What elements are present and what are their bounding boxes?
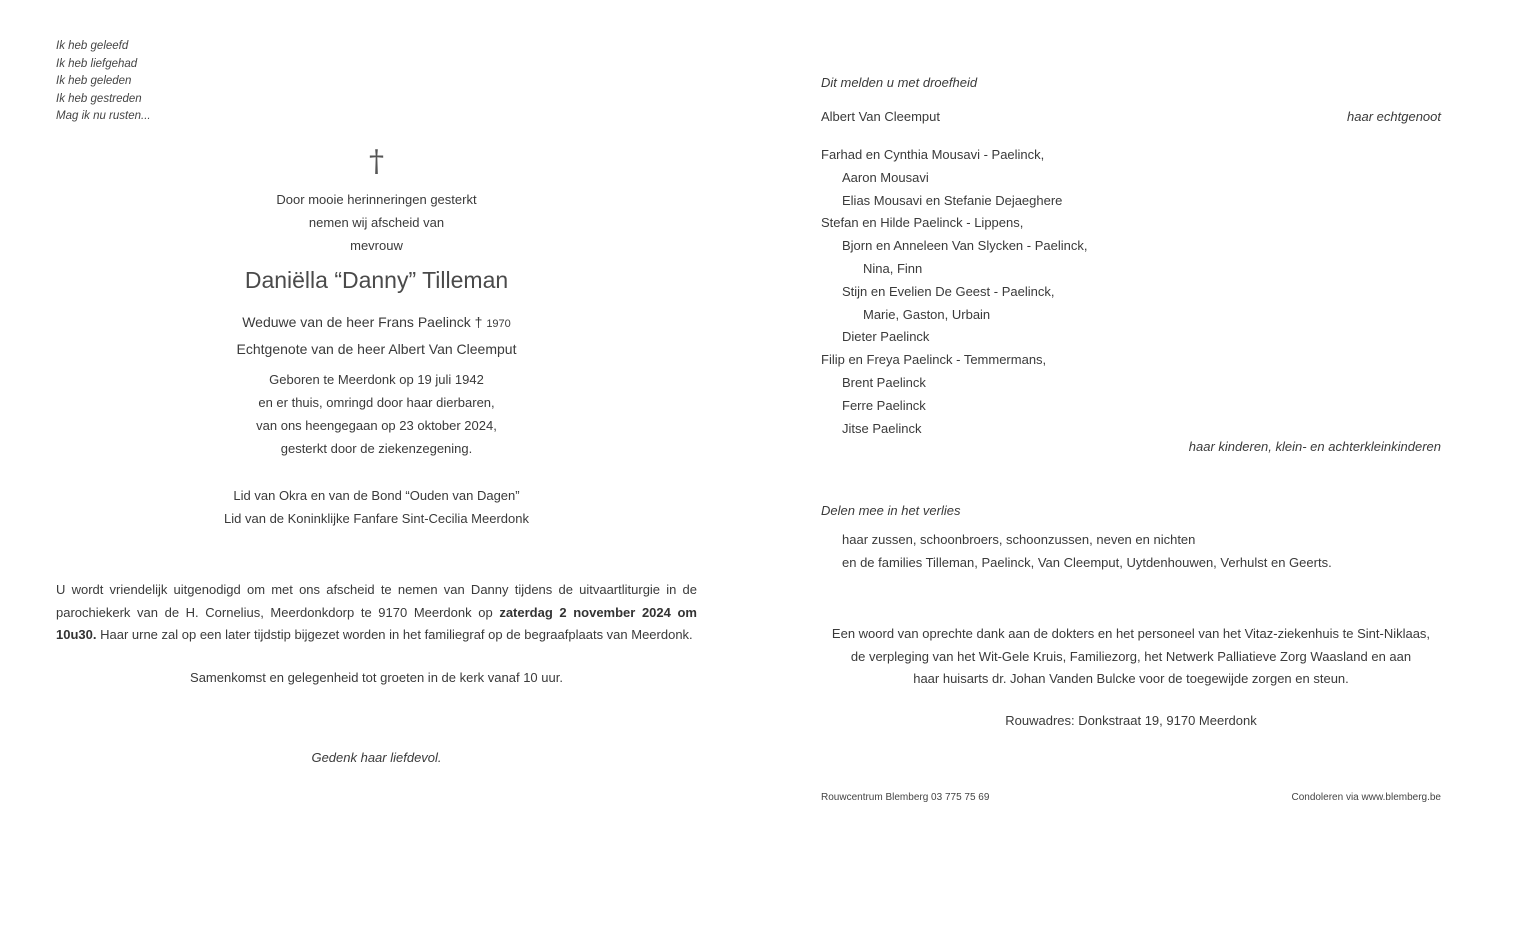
family-line: Jitse Paelinck bbox=[842, 420, 922, 436]
intro-line: nemen wij afscheid van bbox=[308, 215, 445, 230]
invitation-text-2: Haar urne zal op een later tijdstip bijgezet worden in het familiegraf op de begraafplaats van Meerdonk. bbox=[96, 627, 693, 642]
family-line: Aaron Mousavi bbox=[842, 169, 929, 185]
husband-name: Albert Van Cleemput bbox=[821, 109, 940, 124]
intro-text bbox=[56, 188, 697, 257]
thanks-line: Een woord van oprechte dank aan de dokters en het personeel van het Vitaz-ziekenhuis te Sint-Niklaas, bbox=[831, 626, 1431, 641]
family-line: Filip en Freya Paelinck - Temmermans, bbox=[821, 352, 1047, 368]
memberships bbox=[56, 484, 697, 530]
family-line: Brent Paelinck bbox=[842, 374, 926, 390]
family-line: Ferre Paelinck bbox=[842, 397, 926, 413]
share-heading: Delen mee in het verlies bbox=[821, 503, 961, 518]
spouse-line: Echtgenote van de heer Albert Van Cleemput bbox=[236, 341, 517, 357]
family-line: Elias Mousavi en Stefanie Dejaeghere bbox=[842, 192, 1063, 208]
life-details bbox=[56, 368, 697, 460]
family-line: Farhad en Cynthia Mousavi - Paelinck, bbox=[821, 147, 1045, 162]
family-line: Marie, Gaston, Urbain bbox=[863, 306, 991, 322]
family-line: Dieter Paelinck bbox=[842, 329, 930, 345]
poem-line: Ik heb geleden bbox=[56, 75, 132, 88]
thanks-line: haar huisarts dr. Johan Vanden Bulcke voor de toegewijde zorgen en steun. bbox=[913, 671, 1349, 686]
husband-role: haar echtgenoot bbox=[1347, 109, 1441, 124]
share-line: haar zussen, schoonbroers, schoonzussen, neven en nichten bbox=[842, 532, 1196, 547]
poem-line: Ik heb geleefd bbox=[56, 40, 129, 52]
share-list bbox=[821, 529, 1332, 575]
mourning-address: Rouwadres: Donkstraat 19, 9170 Meerdonk bbox=[1005, 713, 1257, 728]
life-line: Geboren te Meerdonk op 19 juli 1942 bbox=[269, 372, 484, 387]
relations bbox=[56, 310, 697, 362]
widow-text: Weduwe van de heer Frans Paelinck † bbox=[242, 314, 483, 330]
life-line: en er thuis, omringd door haar dierbaren, bbox=[258, 395, 495, 410]
family-line: Stefan en Hilde Paelinck - Lippens, bbox=[821, 215, 1024, 231]
family-role: haar kinderen, klein- en achterkleinkinderen bbox=[1188, 439, 1441, 454]
intro-line: mevrouw bbox=[350, 238, 403, 253]
deceased-name: Daniëlla “Danny” Tilleman bbox=[244, 267, 509, 293]
widow-year: 1970 bbox=[486, 318, 511, 330]
poem-line: Mag ik nu rusten... bbox=[56, 110, 151, 123]
family-line: Bjorn en Anneleen Van Slycken - Paelinck, bbox=[842, 238, 1088, 254]
cross-icon: † bbox=[369, 144, 384, 179]
poem-line: Ik heb liefgehad bbox=[56, 57, 138, 70]
intro-line: Door mooie herinneringen gesterkt bbox=[276, 192, 477, 207]
thanks-text bbox=[821, 623, 1441, 691]
family-list bbox=[821, 144, 1087, 440]
poem bbox=[56, 38, 151, 126]
funeral-home-contact: Rouwcentrum Blemberg 03 775 75 69 bbox=[821, 792, 990, 803]
membership-line: Lid van Okra en van de Bond “Ouden van Dagen” bbox=[233, 488, 520, 503]
poem-line: Ik heb gestreden bbox=[56, 92, 142, 105]
membership-line: Lid van de Koninklijke Fanfare Sint-Cecilia Meerdonk bbox=[224, 511, 529, 526]
invitation-paragraph bbox=[56, 579, 697, 647]
thanks-line: de verpleging van het Wit-Gele Kruis, Familiezorg, het Netwerk Palliatieve Zorg Waasland en aan bbox=[850, 648, 1412, 664]
ceremony-date: zaterdag 2 november 2024 om 10u30. bbox=[56, 604, 697, 642]
gathering-text: Samenkomst en gelegenheid tot groeten in de kerk vanaf 10 uur. bbox=[190, 670, 563, 685]
invitation-text: U wordt vriendelijk uitgenodigd om met ons afscheid te nemen van Danny tijdens de uitvaartliturgie in de parochiekerk van de H. Cornelius, Meerdonkdorp te 9170 Meerdonk op bbox=[56, 582, 697, 620]
widow-line bbox=[56, 310, 697, 337]
family-line: Stijn en Evelien De Geest - Paelinck, bbox=[842, 283, 1055, 299]
life-line: gesterkt door de ziekenzegening. bbox=[280, 441, 473, 456]
condolence-link[interactable]: Condoleren via www.blemberg.be bbox=[1291, 792, 1441, 803]
life-line: van ons heengegaan op 23 oktober 2024, bbox=[256, 418, 497, 433]
share-line: en de families Tilleman, Paelinck, Van Cleemput, Uytdenhouwen, Verhulst en Geerts. bbox=[842, 554, 1332, 570]
remember-text: Gedenk haar liefdevol. bbox=[311, 750, 442, 765]
announce-heading: Dit melden u met droefheid bbox=[821, 75, 978, 90]
family-line: Nina, Finn bbox=[863, 260, 923, 276]
